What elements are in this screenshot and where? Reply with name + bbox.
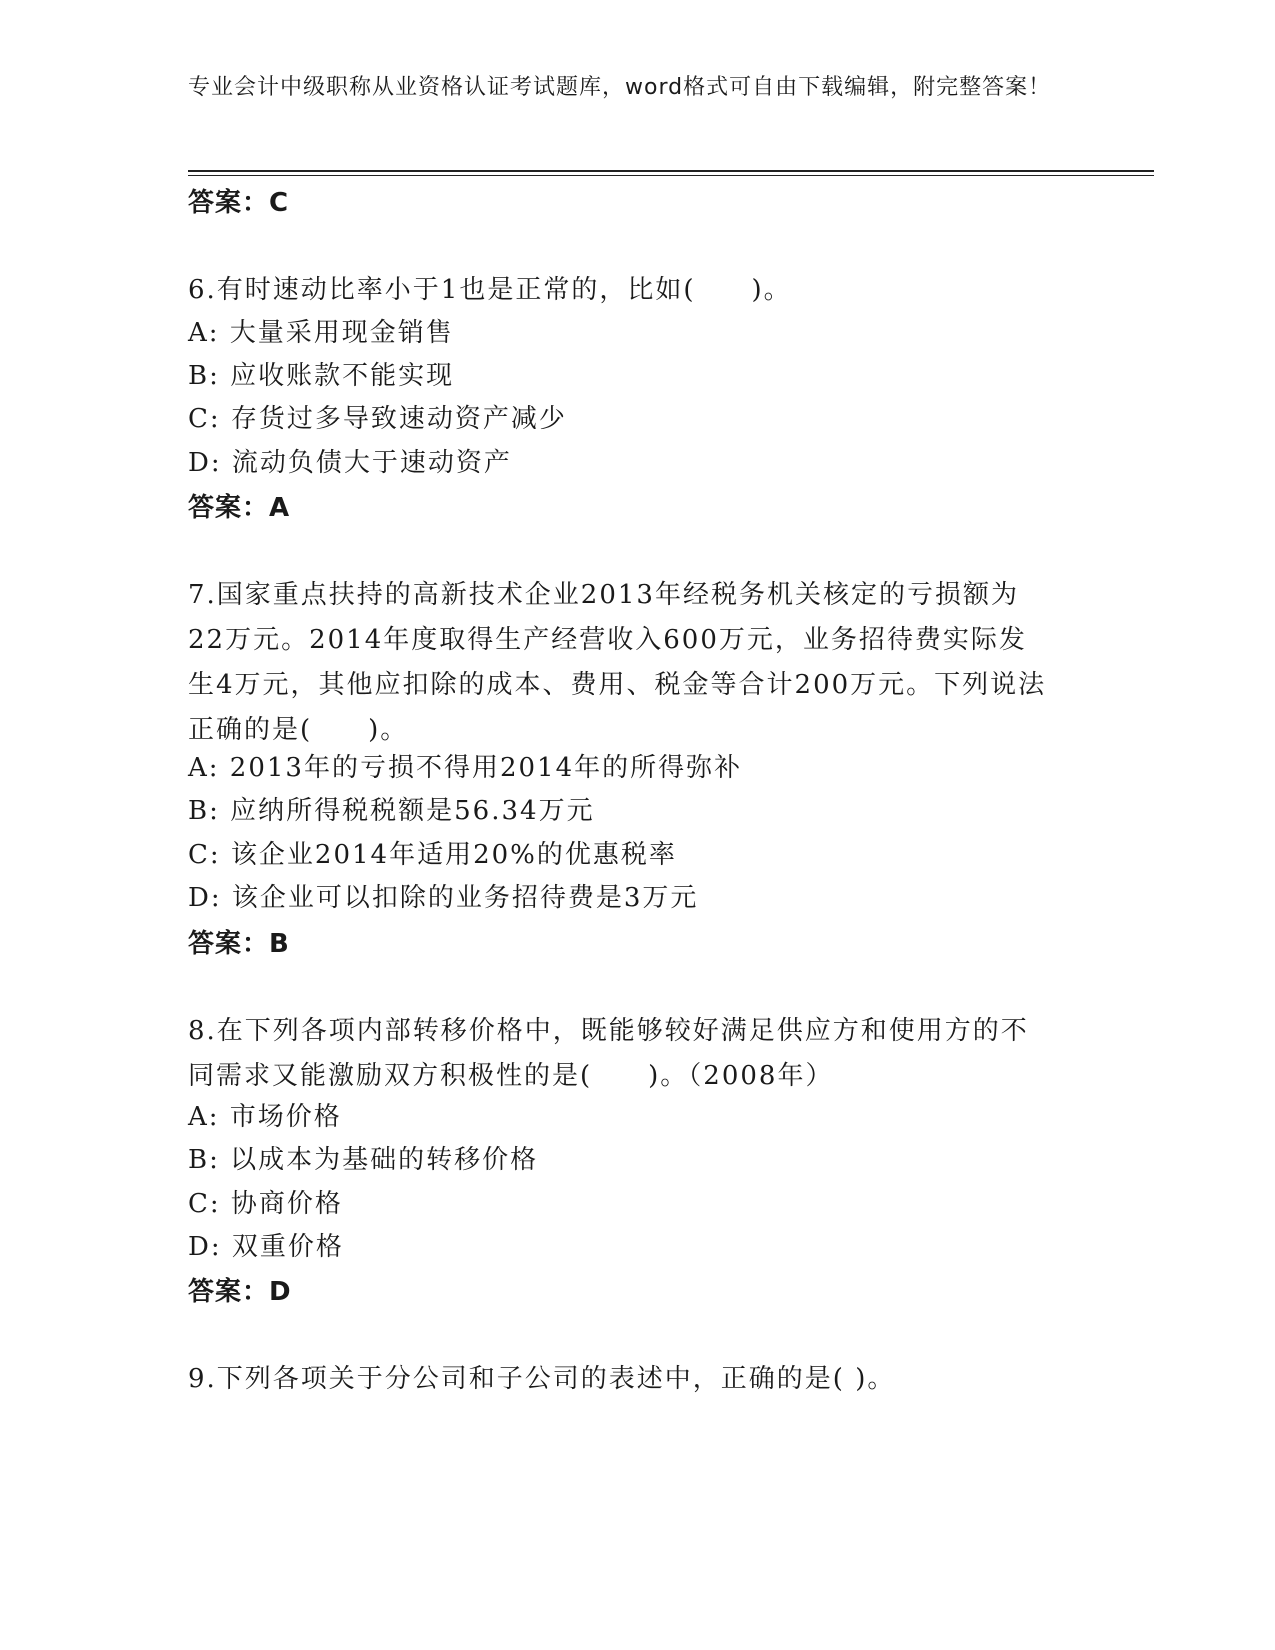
question-7-option-d: D: 该企业可以扣除的业务招待费是3万元: [188, 883, 699, 913]
question-8: 8.在下列各项内部转移价格中，既能够较好满足供应方和使用方的不同需求又能激励双方积极性的是( )。（2008年）: [188, 1016, 1029, 1091]
question-7-option-a: A: 2013年的亏损不得用2014年的所得弥补: [188, 753, 743, 783]
question-7-option-c: C: 该企业2014年适用20%的优惠税率: [188, 840, 677, 870]
answer-6: 答案：A: [188, 493, 291, 523]
header-rule-top: [188, 170, 1154, 172]
question-6-option-c: C: 存货过多导致速动资产减少: [188, 404, 567, 434]
question-8-option-b: B: 以成本为基础的转移价格: [188, 1145, 539, 1175]
answer-8: 答案：D: [188, 1277, 292, 1307]
question-9: 9.下列各项关于分公司和子公司的表述中，正确的是( )。: [188, 1364, 896, 1394]
question-6-option-b: B: 应收账款不能实现: [188, 361, 455, 391]
question-8-option-d: D: 双重价格: [188, 1232, 344, 1262]
question-7: 7.国家重点扶持的高新技术企业2013年经税务机关核定的亏损额为22万元。2014年度取得生产经营收入600万元，业务招待费实际发生4万元，其他应扣除的成本、费用、税金等合计200万元。下列说法正确的是( )。: [188, 580, 1047, 745]
question-8-option-c: C: 协商价格: [188, 1189, 343, 1219]
question-8-option-a: A: 市场价格: [188, 1102, 342, 1132]
question-6-option-a: A: 大量采用现金销售: [188, 318, 454, 348]
question-6: 6.有时速动比率小于1也是正常的，比如( )。: [188, 275, 792, 305]
question-7-option-b: B: 应纳所得税税额是56.34万元: [188, 796, 595, 826]
question-6-option-d: D: 流动负债大于速动资产: [188, 448, 512, 478]
answer-7: 答案：B: [188, 929, 290, 959]
document-header: 专业会计中级职称从业资格认证考试题库，word格式可自由下载编辑，附完整答案！: [188, 75, 1052, 100]
header-rule-bottom: [188, 175, 1154, 176]
answer-5: 答案：C: [188, 188, 290, 218]
